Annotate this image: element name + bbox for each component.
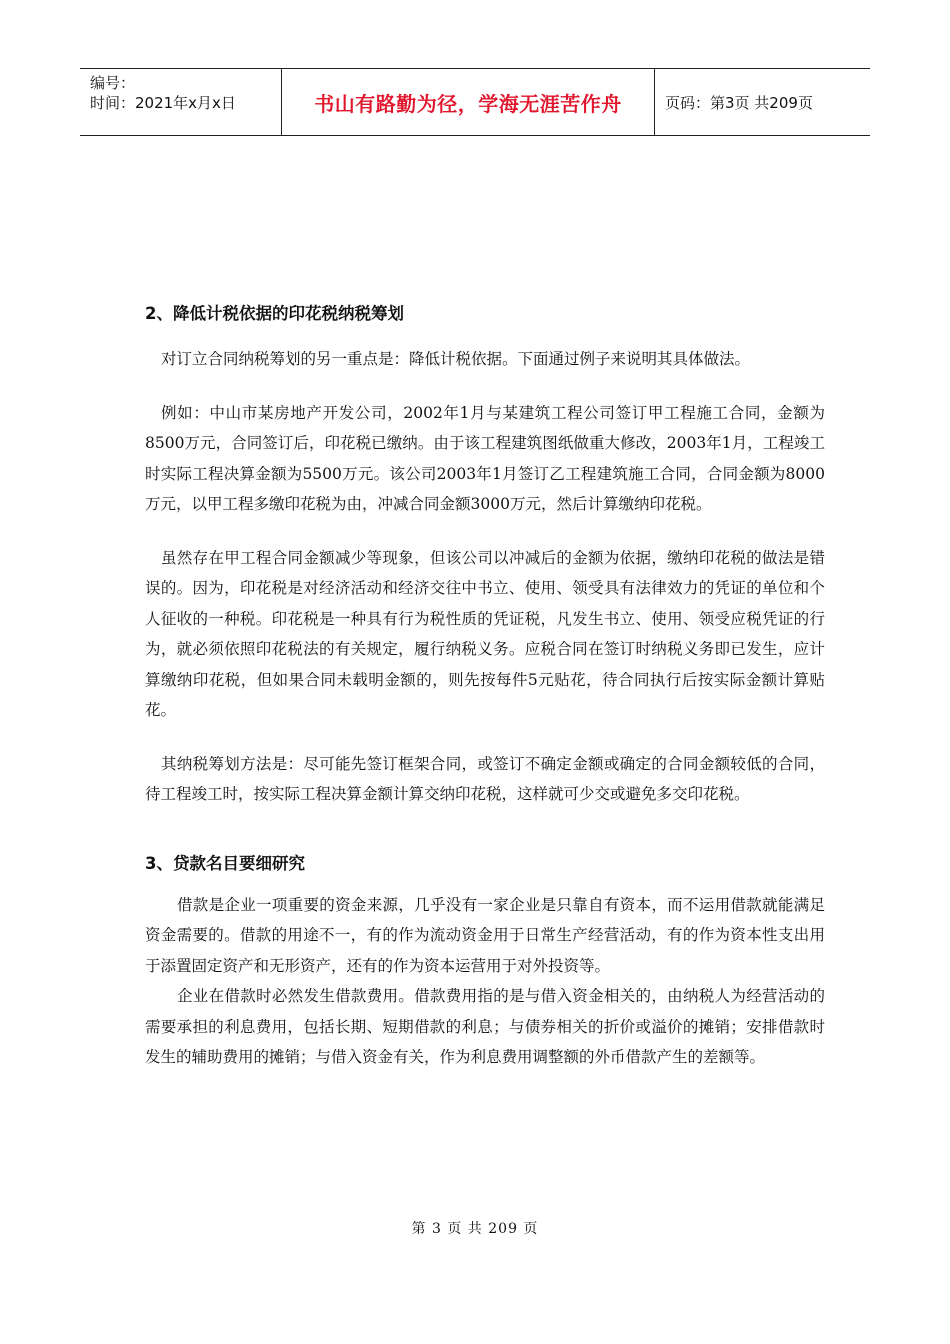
document-body	[145, 300, 825, 1073]
section-2-paragraph-3: 虽然存在甲工程合同金额减少等现象，但该公司以冲减后的金额为依据，缴纳印花税的做法是错误的。因为，印花税是对经济活动和经济交往中书立、使用、领受具有法律效力的凭证的单位和个人征收的一种税。印花税是一种具有行为税性质的凭证税，凡发生书立、使用、领受应税凭证的行为，就必须依照印花税法的有关规定，履行纳税义务。应税合同在签订时纳税义务即已发生，应计算缴纳印花税，但如果合同未载明金额的，则先按每件5元贴花，待合同执行后按实际金额计算贴花。	[145, 548, 825, 719]
section-2-paragraph-1: 对订立合同纳税筹划的另一重点是：降低计税依据。下面通过例子来说明其具体做法。	[161, 350, 751, 368]
header-page-info: 页码：第3页 共209页	[665, 93, 813, 112]
header-meta	[80, 69, 281, 135]
page-footer: 第 3 页 共 209 页	[411, 1221, 539, 1237]
header-motto: 书山有路勤为径，学海无涯苦作舟	[281, 69, 655, 135]
section-3-title: 3、贷款名目要细研究	[145, 853, 305, 873]
section-3-paragraph-2: 企业在借款时必然发生借款费用。借款费用指的是与借入资金相关的，由纳税人为经营活动的需要承担的利息费用，包括长期、短期借款的利息；与债券相关的折价或溢价的摊销；安排借款时发生的辅助费用的摊销；与借入资金有关，作为利息费用调整额的外币借款产生的差额等。	[145, 987, 825, 1066]
section-2-title: 2、降低计税依据的印花税纳税筹划	[145, 304, 404, 323]
date-label: 时间：2021年x月x日	[90, 94, 236, 112]
section-2-paragraph-4: 其纳税筹划方法是：尽可能先签订框架合同，或签订不确定金额或确定的合同金额较低的合同，待工程竣工时，按实际工程决算金额计算交纳印花税，这样就可少交或避免多交印花税。	[145, 754, 825, 803]
section-3-paragraph-1: 借款是企业一项重要的资金来源，几乎没有一家企业是只靠自有资本，而不运用借款就能满足资金需要的。借款的用途不一，有的作为流动资金用于日常生产经营活动，有的作为资本性支出用于添置固定资产和无形资产，还有的作为资本运营用于对外投资等。	[145, 895, 825, 975]
section-2-paragraph-2: 例如：中山市某房地产开发公司，2002年1月与某建筑工程公司签订甲工程施工合同，金额为8500万元，合同签订后，印花税已缴纳。由于该工程建筑图纸做重大修改，2003年1月，工程竣工时实际工程决算金额为5500万元。该公司2003年1月签订乙工程建筑施工合同，合同金额为8000万元，以甲工程多缴印花税为由，冲减合同金额3000万元，然后计算缴纳印花税。	[145, 403, 825, 513]
page-header	[80, 68, 870, 136]
number-label: 编号：	[90, 74, 136, 92]
